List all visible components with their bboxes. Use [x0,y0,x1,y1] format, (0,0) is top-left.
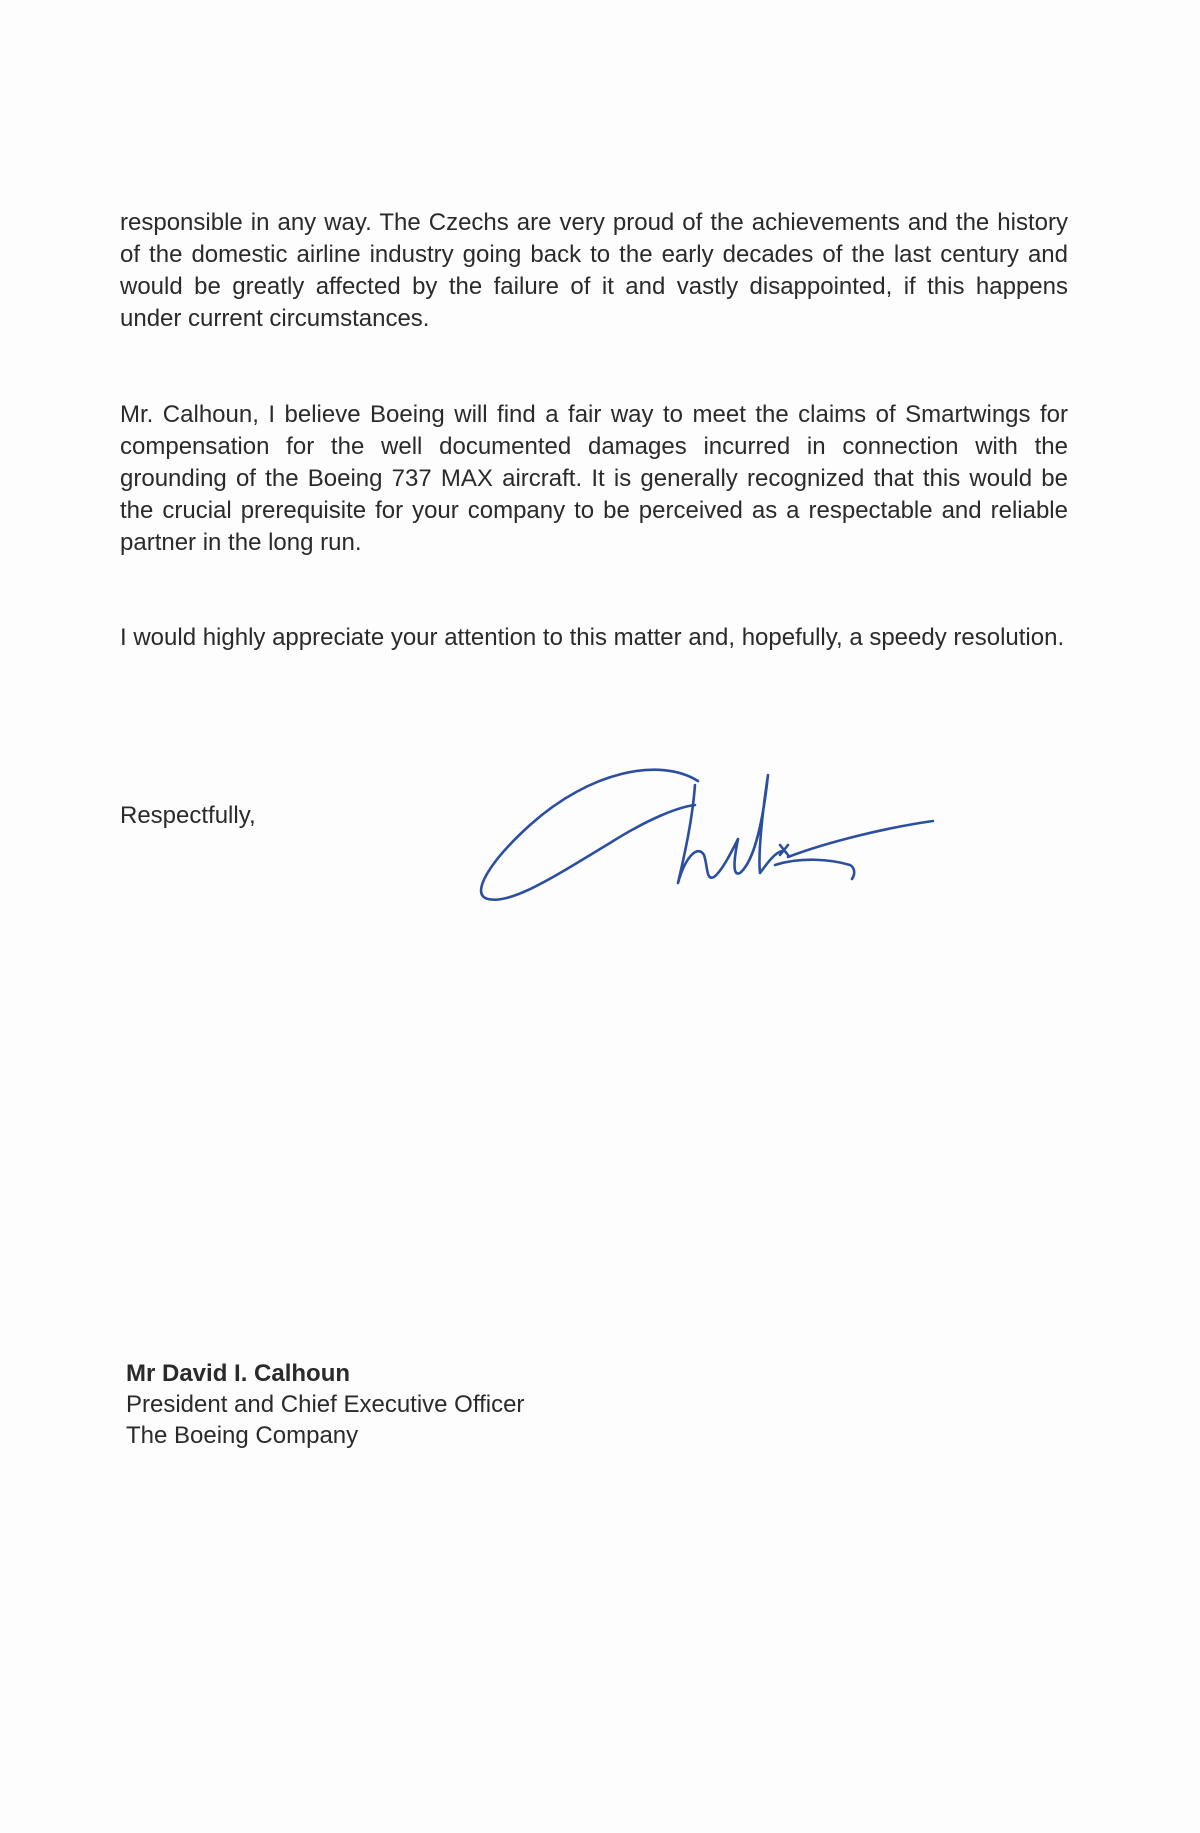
body-paragraph-3: I would highly appreciate your attention to this matter and, hopefully, a speedy resolution. [120,624,1065,651]
recipient-name: Mr David I. Calhoun [126,1360,351,1387]
handwritten-signature-icon [470,755,935,905]
closing-salutation: Respectfully, [120,802,256,829]
signature-stroke-loop [481,770,698,900]
signature-stroke-letters [678,775,782,883]
body-paragraph-1: responsible in any way. The Czechs are very proud of the achievements and the history of the domestic airline industry going back to the early decades of the last century and would be greatly affected by the failure of it and vastly disappointed, if this happens under current circumstances. [120,209,1068,332]
recipient-company: The Boeing Company [126,1422,359,1449]
recipient-block [126,1358,524,1451]
body-paragraph-2: Mr. Calhoun, I believe Boeing will find a fair way to meet the claims of Smartwings for compensation for the well documented damages incurred in connection with the grounding of the Boeing 737 MAX aircraft. It is generally recognized that this would be the crucial prerequisite for your company to be perceived as a respectable and reliable partner in the long run. [120,401,1068,556]
recipient-title: President and Chief Executive Officer [126,1391,525,1418]
signature-stroke-tail [775,821,933,879]
